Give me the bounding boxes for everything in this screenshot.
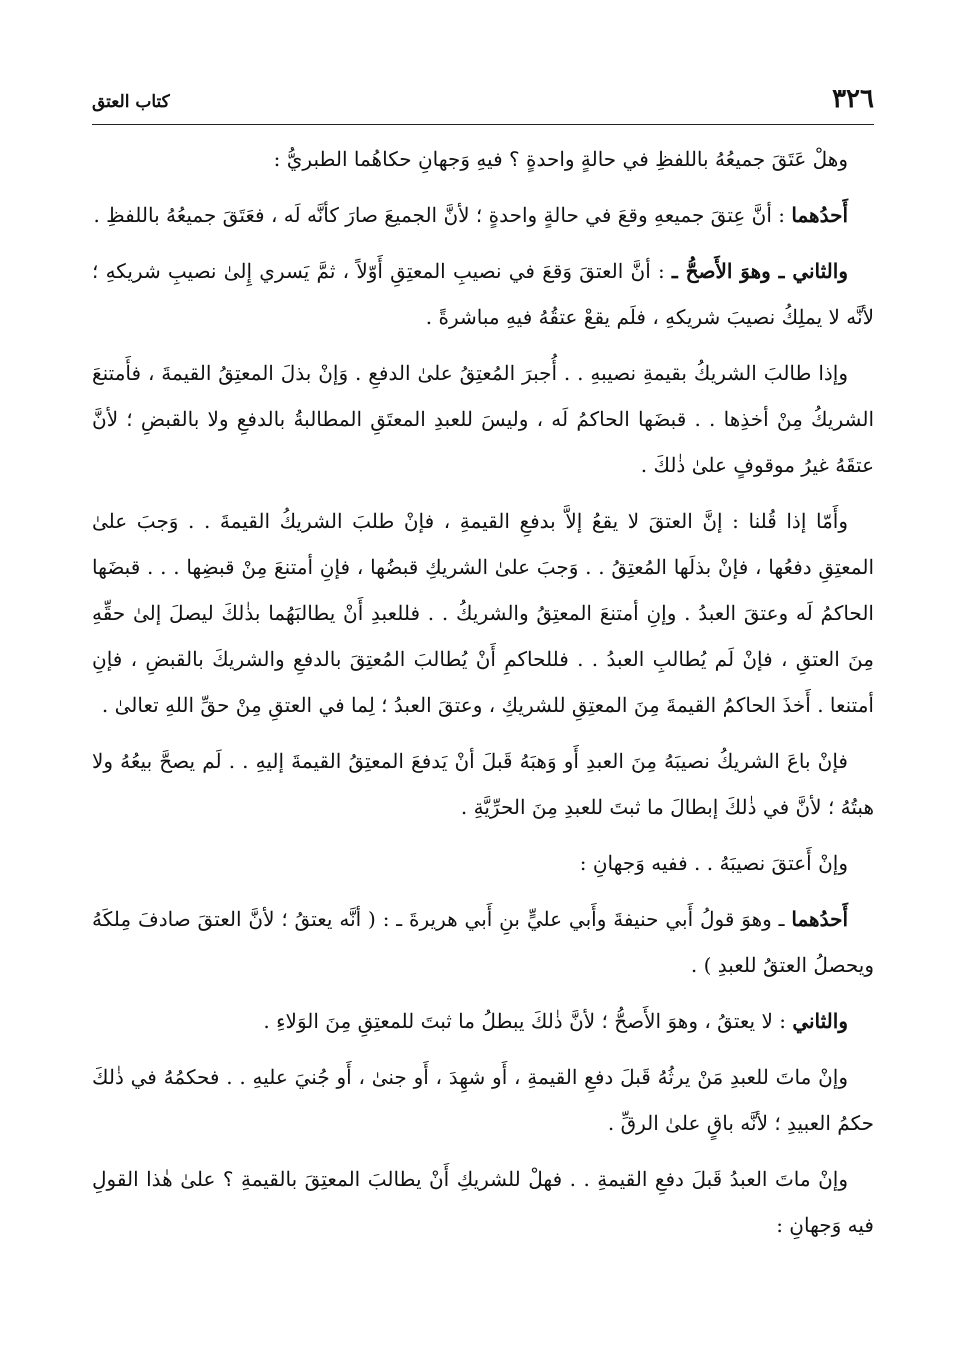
paragraph-lead: أَحدُهما — [791, 203, 848, 227]
paragraph-text: وإنْ ماتَ العبدُ قَبلَ دفعِ القيمةِ . . فهلْ للشريكِ أَنْ يطالبَ المعتِقَ بالقيمةِ ؟ علىٰ هٰذا القولِ فيه وَجهانِ : — [92, 1167, 874, 1237]
paragraph-lead: أَحدُهما — [791, 907, 848, 931]
paragraph-5 — [92, 498, 874, 728]
paragraph-4 — [92, 350, 874, 488]
paragraph-6 — [92, 738, 874, 830]
header-divider — [92, 124, 874, 125]
paragraph-text: : أنَّ العتقَ وَقعَ في نصيبِ المعتِقِ أَوّلاً ، ثمَّ يَسري إِلىٰ نصيبِ شريكهِ ؛ لأنَّه لا يملِكُ نصيبَ شريكهِ ، فلَم يقعْ عتقُهُ فيهِ مباشرةً . — [92, 259, 874, 329]
paragraph-text: : أنَّ عِتقَ جميعهِ وقعَ في حالةٍ واحدةٍ ؛ لأنَّ الجميعَ صارَ كأنَّه لَه ، فعَتَقَ جميعُهُ باللفظِ . — [93, 203, 792, 227]
paragraph-7 — [92, 840, 874, 886]
paragraph-text: ـ وهوَ قولُ أَبي حنيفةَ وأَبي عليٍّ بنِ أَبي هريرةَ ـ : ( أنَّه يعتقُ ؛ لأنَّ العتقَ صادفَ مِلكَهُ ويحصلُ العتقُ للعبدِ ) . — [92, 907, 874, 977]
page-body — [92, 136, 874, 1258]
paragraph-lead: والثاني ـ وهوَ الأَصحُّ ـ — [671, 259, 848, 283]
paragraph-8 — [92, 896, 874, 988]
paragraph-10 — [92, 1054, 874, 1146]
page-header — [92, 82, 874, 122]
paragraph-lead: والثاني — [792, 1009, 848, 1033]
paragraph-1 — [92, 136, 874, 182]
paragraph-text: فإنْ باعَ الشريكُ نصيبَهُ مِنَ العبدِ أَو وَهبَهُ قَبلَ أنْ يَدفعَ المعتِقُ القيمةَ إليهِ . . لَم يصحَّ بيعُهُ ولا هبتُهُ ؛ لأنَّ في ذٰلكَ إبطالَ ما ثبتَ للعبدِ مِنَ الحرِّيَّةِ . — [92, 749, 874, 819]
paragraph-text: وإذا طالبَ الشريكُ بقيمةِ نصيبهِ . . أُجبرَ المُعتِقُ علىٰ الدفعِ . وَإنْ بذلَ المعتِقُ القيمةَ ، فأَمتنعَ الشريكُ مِنْ أخذِها . . قبضَها الحاكمُ لَه ، وليسَ للعبدِ المعتَقِ المطالبةُ بالدفعِ ولا بالقبضِ ؛ لأنَّ عتقَهُ غيرُ موقوفٍ علىٰ ذٰلكَ . — [92, 361, 874, 477]
paragraph-11 — [92, 1156, 874, 1248]
paragraph-text: : لا يعتقُ ، وهوَ الأَصحُّ ؛ لأنَّ ذٰلكَ يبطلُ ما ثبتَ للمعتِقِ مِنَ الوَلاءِ . — [263, 1009, 793, 1033]
paragraph-3 — [92, 248, 874, 340]
paragraph-text: وإنْ أَعتقَ نصيبَهُ . . ففيه وَجهانِ : — [579, 851, 848, 875]
paragraph-9 — [92, 998, 874, 1044]
paragraph-text: وهلْ عَتَقَ جميعُهُ باللفظِ في حالةٍ واحدةٍ ؟ فيهِ وَجهانِ حكاهُما الطبريُّ : — [273, 147, 848, 171]
paragraph-text: وأَمّا إذا قُلنا : إنَّ العتقَ لا يقعُ إلاَّ بدفعِ القيمةِ ، فإنْ طلبَ الشريكُ القيمةَ . . وَجبَ علىٰ المعتِقِ دفعُها ، فإنْ بذلَها المُعتِقُ . . وَجبَ علىٰ الشريكِ قبضُها ، فإنِ أمتنعَ مِنْ قبضِها . . . قبضَها الحاكمُ لَه وعتقَ العبدُ . وإنِ أمتنعَ المعتِقُ والشريكُ . . فللعبدِ أَنْ يطالبَهُما بذٰلكَ ليصلَ إلىٰ حقِّهِ مِنَ العتقِ ، فإنْ لَم يُطالبِ العبدُ . . فللحاكمِ أَنْ يُطالبَ المُعتِقَ بالدفعِ والشريكَ بالقبضِ ، فإنِ أمتنعا . أَخذَ الحاكمُ القيمةَ مِنَ المعتِقِ للشريكِ ، وعتقَ العبدُ ؛ لِما في العتقِ مِنْ حقِّ اللهِ تعالىٰ . — [92, 509, 874, 717]
running-title: كتاب العتق — [92, 92, 170, 112]
page-number: ٣٢٦ — [832, 84, 874, 114]
paragraph-2 — [92, 192, 874, 238]
paragraph-text: وإنْ ماتَ للعبدِ مَنْ يرثُهُ قَبلَ دفعِ القيمةِ ، أَو شهِدَ ، أَو جنىٰ ، أَو جُنيَ عليهِ . . فحكمُهُ في ذٰلكَ حكمُ العبيدِ ؛ لأنَّه باقٍ علىٰ الرقِّ . — [92, 1065, 874, 1135]
